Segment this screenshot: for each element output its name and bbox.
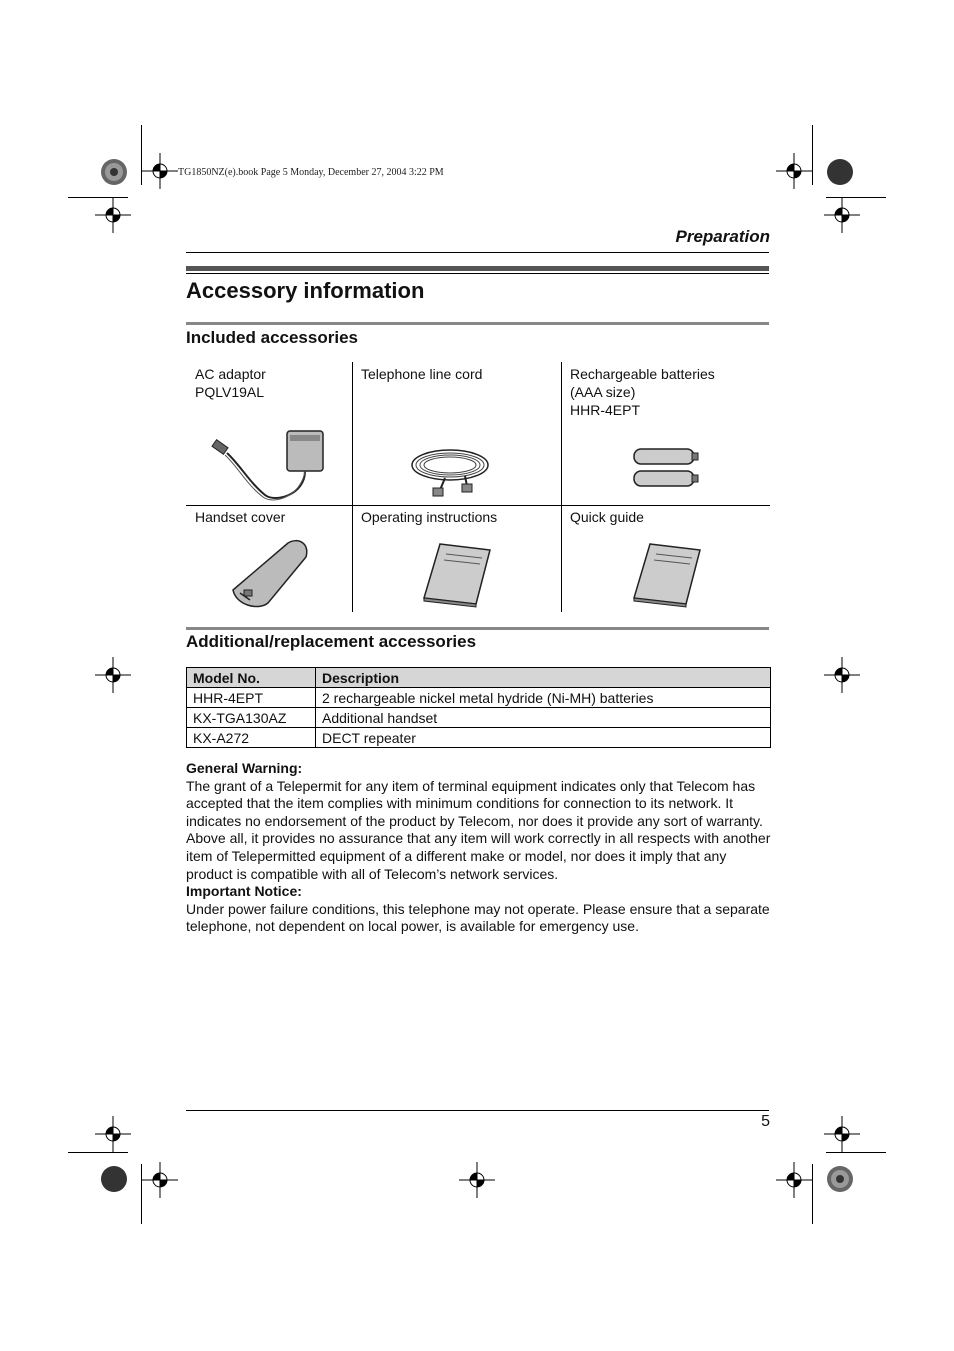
- crop-line: [141, 1164, 142, 1224]
- crop-line: [826, 1152, 886, 1153]
- registration-mark-icon: [95, 657, 131, 693]
- table-header-row: [187, 668, 771, 688]
- crop-line: [68, 1152, 128, 1153]
- accessory-ac-adaptor: [195, 365, 266, 401]
- batteries-icon: [632, 446, 702, 495]
- accessory-quick-guide: [570, 508, 644, 526]
- section-rule: [186, 322, 769, 325]
- accessory-part-number: HHR-4EPT: [570, 402, 641, 418]
- quick-guide-icon: [628, 540, 708, 615]
- notice-text: Under power failure conditions, this telephone may not operate. Please ensure that a separate telephone, not dependent on local power, is available for emergency use.: [186, 900, 770, 935]
- color-target-icon: [100, 158, 128, 186]
- registration-mark-icon: [824, 657, 860, 693]
- ac-adaptor-icon: [205, 425, 330, 510]
- model-description: Additional handset: [316, 708, 771, 728]
- registration-mark-icon: [459, 1162, 495, 1198]
- footer-rule: [186, 1110, 769, 1111]
- color-target-icon: [826, 158, 854, 186]
- grid-line: [561, 362, 562, 612]
- registration-mark-icon: [95, 197, 131, 233]
- table-row: [187, 728, 771, 748]
- accessory-label: AC adaptor: [195, 366, 266, 382]
- registration-mark-icon: [776, 153, 812, 189]
- crop-line: [141, 125, 142, 185]
- accessory-label: Handset cover: [195, 509, 286, 525]
- registration-mark-icon: [776, 1162, 812, 1198]
- accessory-label: Telephone line cord: [361, 366, 483, 382]
- model-description: DECT repeater: [316, 728, 771, 748]
- model-description: 2 rechargeable nickel metal hydride (Ni-MH) batteries: [316, 688, 771, 708]
- registration-mark-icon: [824, 197, 860, 233]
- warning-heading: General Warning:: [186, 760, 303, 776]
- warning-text: The grant of a Telepermit for any item of terminal equipment indicates only that Telecom has accepted that the item complies with minimum conditions for connection to its network. It indicates no endorsement of the product by Telecom, nor does it provide any sort of warranty. Above all, it provides no assurance that any item will work correctly in all respects with another item of Telepermitted equipment of a different make or model, nor does it imply that any product is compatible with all of Telecom’s network services.: [186, 777, 771, 882]
- crop-line: [812, 125, 813, 185]
- section-label: Preparation: [675, 227, 770, 246]
- grid-line: [352, 362, 353, 612]
- crop-line: [68, 197, 128, 198]
- accessory-label: Rechargeable batteries: [570, 366, 715, 382]
- crop-line: [826, 197, 886, 198]
- table-row: [187, 708, 771, 728]
- handset-cover-icon: [228, 535, 313, 615]
- accessory-operating-instructions: [361, 508, 497, 526]
- crop-line: [812, 1164, 813, 1224]
- model-number: KX-A272: [187, 728, 316, 748]
- page-title: Accessory information: [186, 278, 425, 303]
- accessory-label: Quick guide: [570, 509, 644, 525]
- notice-heading: Important Notice:: [186, 883, 302, 900]
- registration-mark-icon: [824, 1116, 860, 1152]
- operating-instructions-icon: [418, 540, 498, 615]
- accessory-line-cord: [361, 365, 482, 383]
- column-header: Description: [316, 668, 771, 688]
- registration-mark-icon: [95, 1116, 131, 1152]
- accessories-table: [186, 667, 771, 748]
- registration-mark-icon: [142, 153, 178, 189]
- registration-mark-icon: [142, 1162, 178, 1198]
- title-rule: [186, 266, 769, 271]
- page-number: 5: [761, 1113, 770, 1130]
- included-heading: Included accessories: [186, 328, 358, 347]
- accessory-part-number: PQLV19AL: [195, 384, 265, 400]
- warning-block: [186, 760, 772, 936]
- model-number: KX-TGA130AZ: [187, 708, 316, 728]
- accessory-size: (AAA size): [570, 384, 636, 400]
- telephone-line-cord-icon: [405, 440, 500, 505]
- accessory-batteries: [570, 365, 715, 419]
- accessory-handset-cover: [195, 508, 285, 526]
- column-header: Model No.: [187, 668, 316, 688]
- additional-heading: Additional/replacement accessories: [186, 632, 477, 651]
- title-rule-thin: [186, 273, 769, 274]
- header-rule: [186, 252, 769, 253]
- section-rule: [186, 627, 769, 630]
- accessory-label: Operating instructions: [361, 509, 498, 525]
- table-row: [187, 688, 771, 708]
- color-target-icon: [100, 1165, 128, 1193]
- color-target-icon: [826, 1165, 854, 1193]
- model-number: HHR-4EPT: [187, 688, 316, 708]
- print-line: TG1850NZ(e).book Page 5 Monday, December 27, 2004 3:22 PM: [178, 167, 444, 178]
